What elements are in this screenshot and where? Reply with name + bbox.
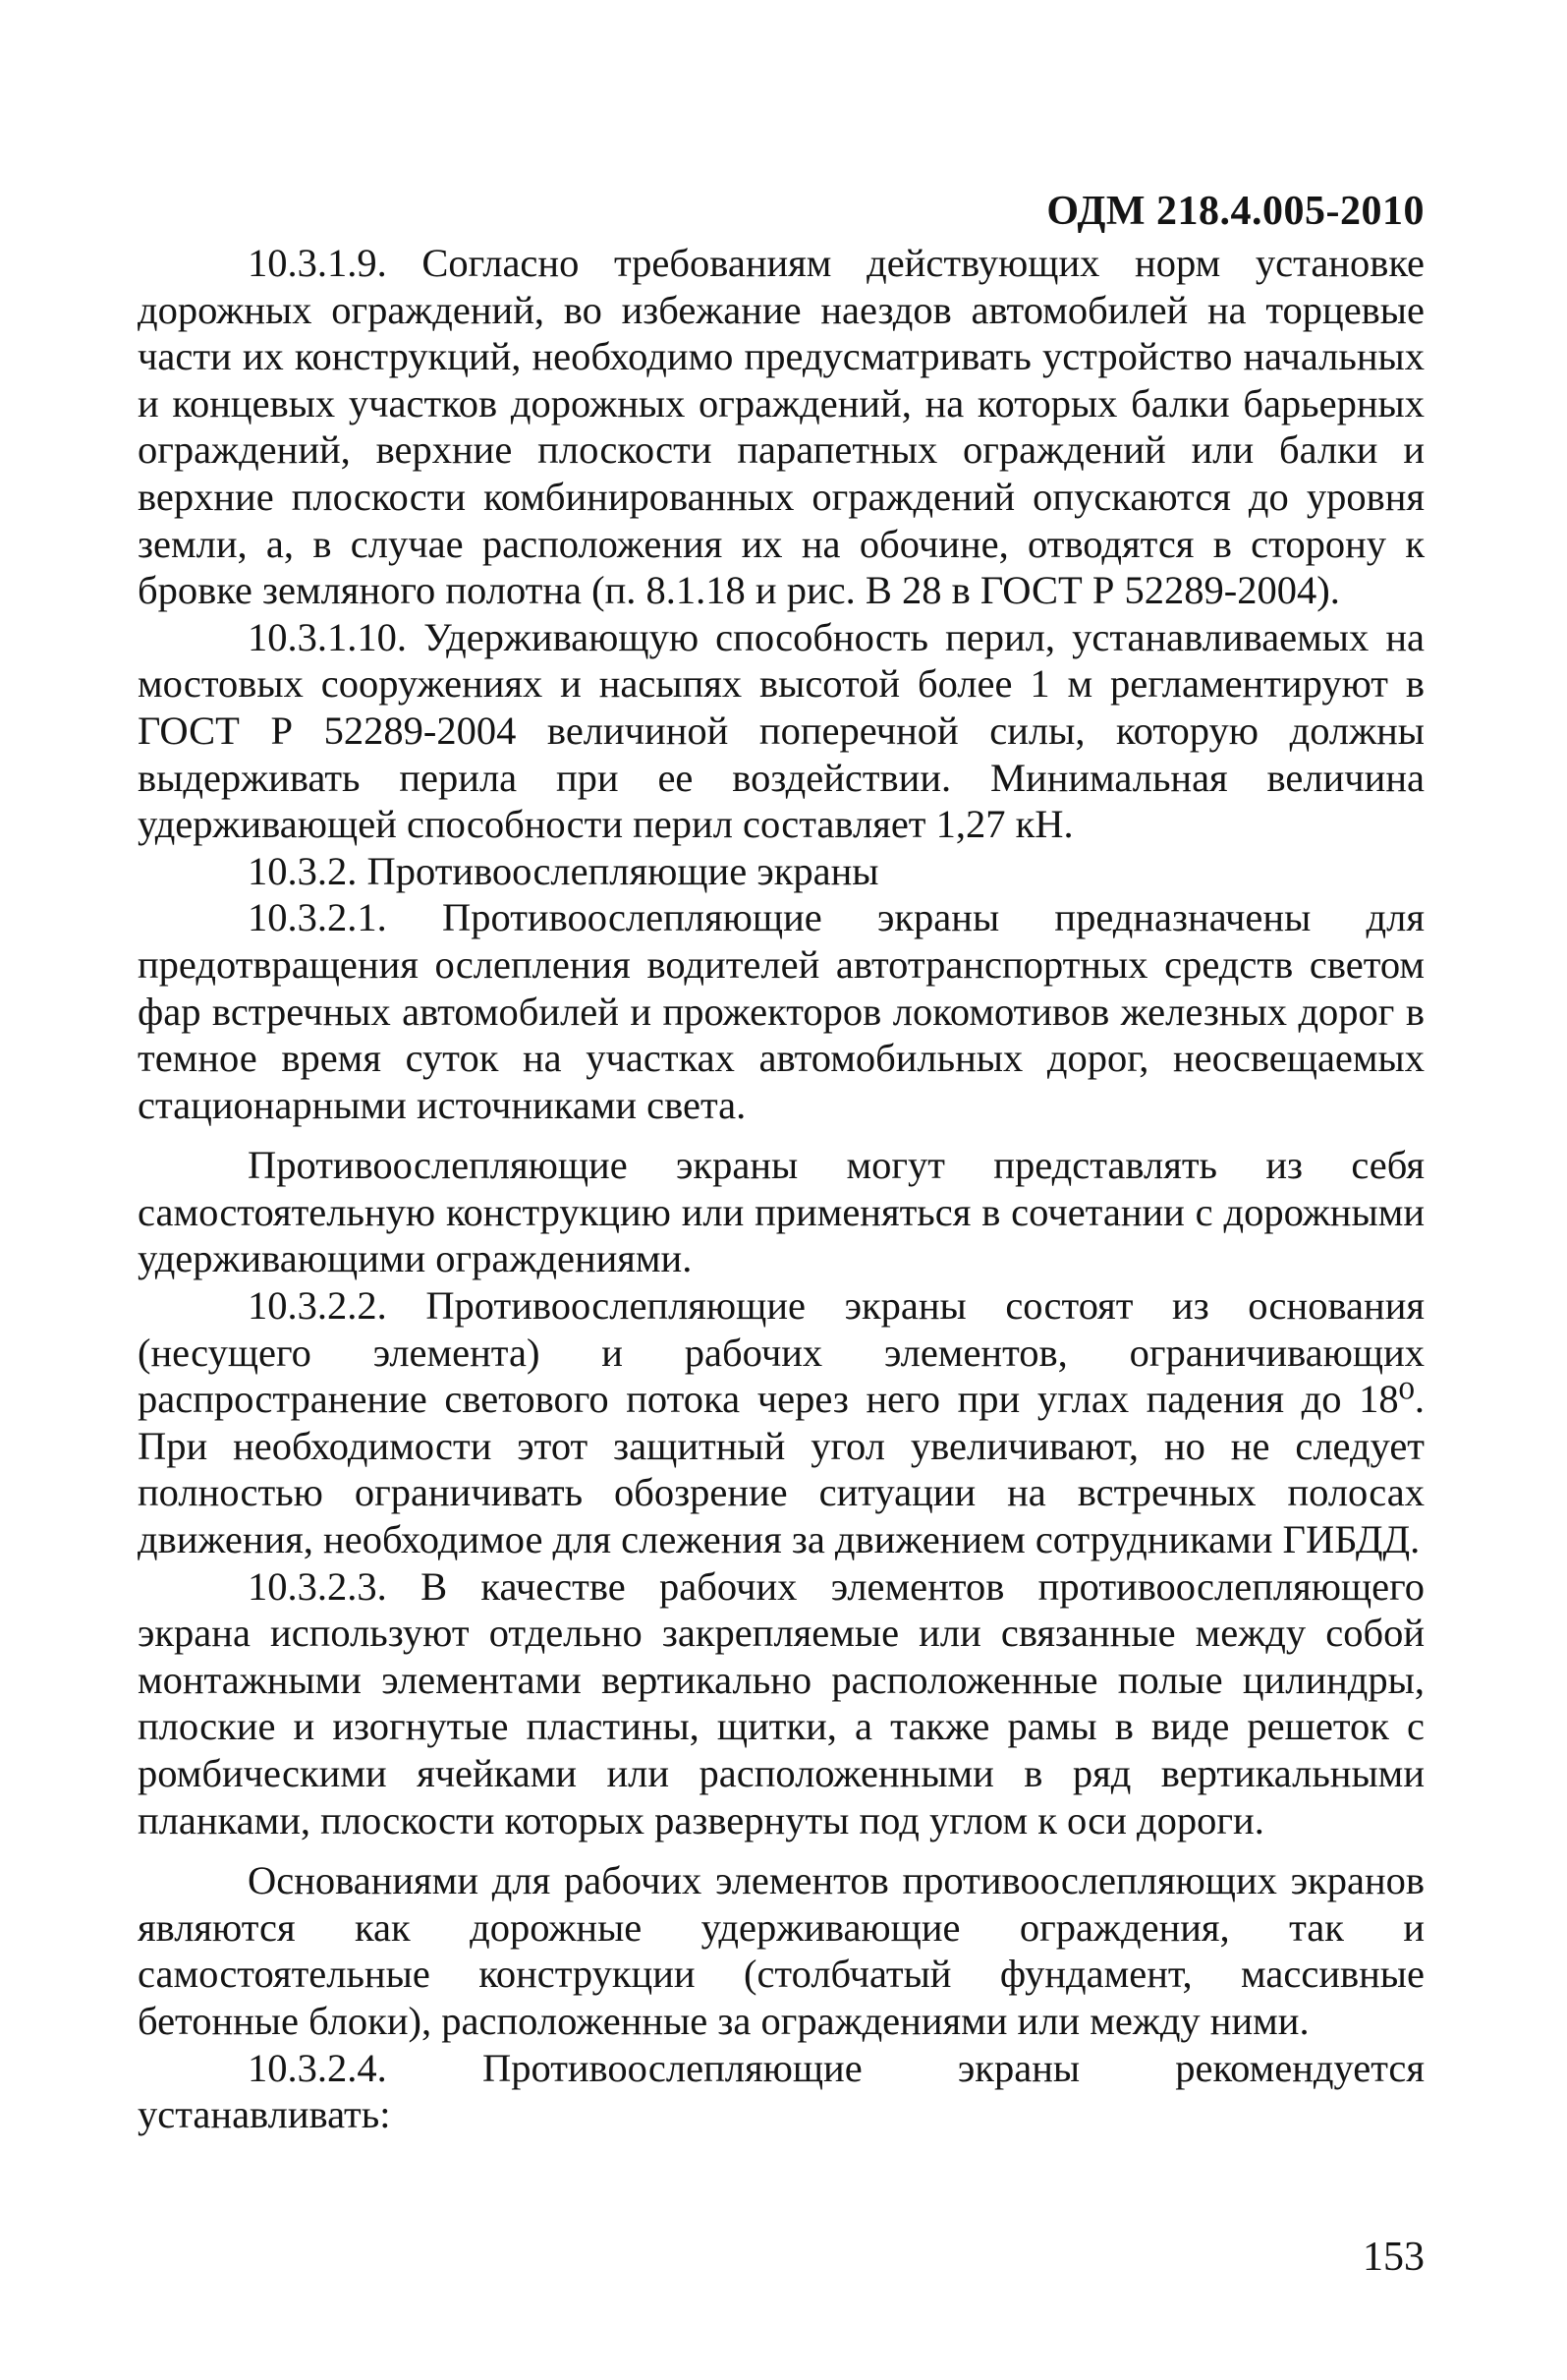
section-heading-10-3-2: 10.3.2. Противоослепляющие экраны	[248, 848, 879, 893]
paragraph-screens-construction: Противоослепляющие экраны могут представлять из себя самостоятельную конструкцию или применяться в сочетании с дорожными удерживающими ограждениями.	[138, 1143, 1425, 1281]
paragraph-screen-bases: Основаниями для рабочих элементов противоослепляющих экранов являются как дорожные удерживающие ограждения, так и самостоятельные конструкции (столбчатый фундамент, массивные бетонные блоки), расположенные за ограждениями или между ними.	[138, 1858, 1425, 2043]
paragraph-10-3-2-3: 10.3.2.3. В качестве рабочих элементов противоослепляющего экрана используют отдельно закрепляемые или связанные между собой монтажными элементами вертикально расположенные полые цилиндры, плоские и изогнутые пластины, щитки, а также рамы в виде решеток с ромбическими ячейками или расположенными в ряд вертикальными планками, плоскости которых развернуты под углом к оси дороги.	[138, 1563, 1425, 1842]
page-number: 153	[1363, 2235, 1425, 2280]
paragraph-10-3-2-4: 10.3.2.4. Противоослепляющие экраны рекомендуется устанавливать:	[138, 2045, 1425, 2137]
document-page	[138, 187, 1425, 2138]
paragraph-10-3-2-2: 10.3.2.2. Противоослепляющие экраны состоят из основания (несущего элемента) и рабочих элементов, ограничивающих распространение светового потока через него при углах падения до 18⁰. При необходимости этот защитный угол увеличивают, но не следует полностью ограничивать обозрение ситуации на встречных полосах движения, необходимое для слежения за движением сотрудниками ГИБДД.	[138, 1283, 1425, 1562]
document-code-header: ОДМ 218.4.005-2010	[1046, 189, 1425, 234]
paragraph-10-3-2-1: 10.3.2.1. Противоослепляющие экраны предназначены для предотвращения ослепления водителей автотранспортных средств светом фар встречных автомобилей и прожекторов локомотивов железных дорог в темное время суток на участках автомобильных дорог, неосвещаемых стационарными источниками света.	[138, 895, 1425, 1127]
paragraph-10-3-1-10: 10.3.1.10. Удерживающую способность перил, устанавливаемых на мостовых сооружениях и насыпях высотой более 1 м регламентируют в ГОСТ Р 52289-2004 величиной поперечной силы, которую должны выдерживать перила при ее воздействии. Минимальная величина удерживающей способности перил составляет 1,27 кН.	[138, 614, 1425, 847]
paragraph-10-3-1-9: 10.3.1.9. Согласно требованиям действующих норм установке дорожных ограждений, во избежание наездов автомобилей на торцевые части их конструкций, необходимо предусматривать устройство начальных и концевых участков дорожных ограждений, на которых балки барьерных ограждений, верхние плоскости парапетных ограждений или балки и верхние плоскости комбинированных ограждений опускаются до уровня земли, а, в случае расположения их на обочине, отводятся в сторону к бровке земляного полотна (п. 8.1.18 и рис. В 28 в ГОСТ Р 52289-2004).	[138, 241, 1425, 613]
